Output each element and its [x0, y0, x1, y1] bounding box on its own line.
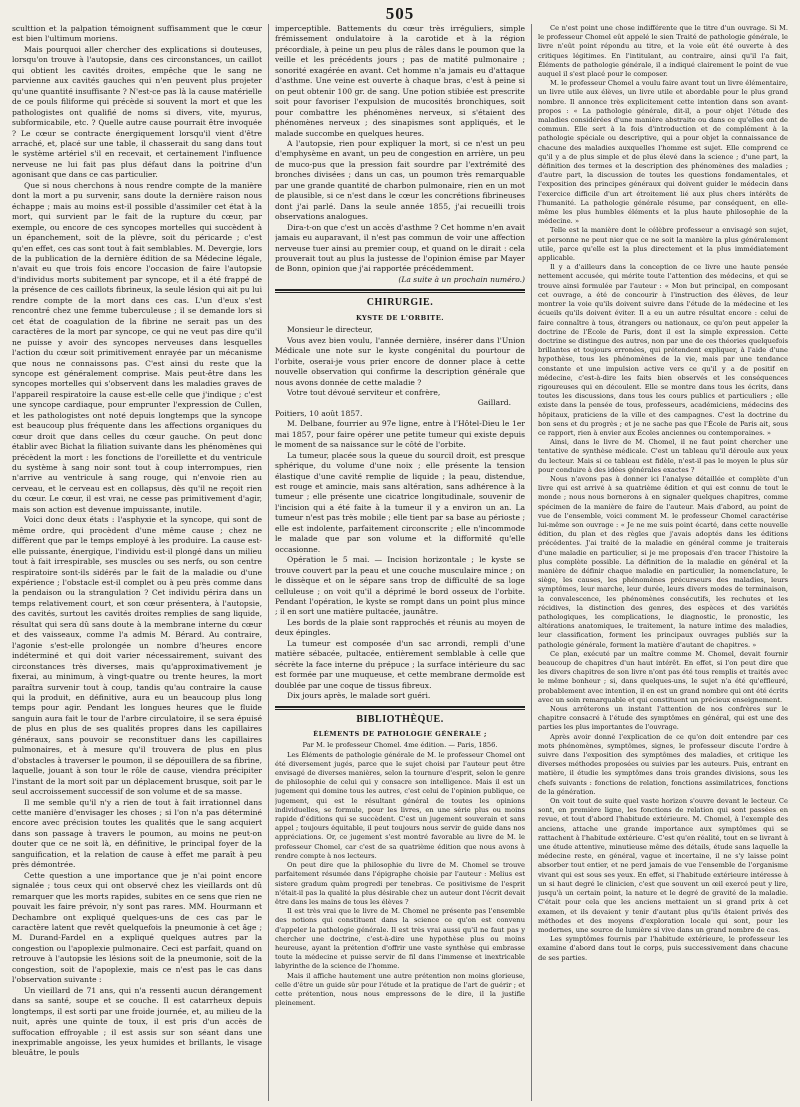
columns: [12, 24, 788, 1101]
paragraph: sculttion et la palpation témoignent suffisamment que le cœur est bien l'ultimum moriens.: [12, 24, 263, 44]
article-title-kyste: KYSTE DE L'ORBITE.: [355, 313, 445, 322]
signature: Gaillard.: [477, 398, 512, 408]
paragraph: On peut dire que la philosophie du livre de M. Chomel se trouve parfaitement résumée dans l'épigraphe choisie par l'auteur : Melius est sistere gradum quàm progredi per tenebras. Ce positivisme de l'esprit n'était-il pas la qualité la plus désirable chez un auteur dont l'écrit devait être dans les mains de tous les élèves ?: [275, 861, 526, 906]
paragraph: Les bords de la plaie sont rapprochés et réunis au moyen de deux épingles.: [275, 617, 526, 638]
continuation-note: (La suite à un prochain numéro.): [398, 274, 526, 284]
column-2: [275, 24, 525, 1101]
paragraph: Mais il affiche hautement une autre prétention non moins glorieuse, celle d'être un guide sûr pour l'étude et la pratique de l'art de guérir ; et cette prétention, nous nous empressons de le dire, il la justifie pleinement.: [275, 971, 526, 1008]
paragraph: A l'autopsie, rien pour expliquer la mort, si ce n'est un peu d'emphysème en avant, un peu de congestion en arrière, un peu de muco-pus que la pression fait sourdre par l'extrémité des bronches divisées ; dans un cas, un poumon très remarquable par une grande quantité de charbon pulmonaire, rien en un mot de plausible, si ce n'est dans le cœur les concrétions fibrineuses dont j'ai parlé. Dans la seule année 1855, j'ai recueilli trois observations analogues.: [275, 138, 526, 222]
section-rule: [275, 289, 525, 293]
review-title: ÉLÉMENTS DE PATHOLOGIE GÉNÉRALE ;: [313, 730, 487, 738]
paragraph: Un vieillard de 71 ans, qui n'a ressenti aucun dérangement dans sa santé, soupe et se couche. Il est catarrheux depuis longtemps, il est sorti par une froide journée, et, au milieu de la nuit, après une quinte de toux, il est pris d'un accès de suffocation effroyable ; il est assis sur son séant dans une inexprimable angoisse, les yeux humides et brillants, le visage bleuâtre, le pouls: [12, 985, 263, 1058]
column-3: [538, 24, 788, 1101]
paragraph: Dix jours après, le malade sort guéri.: [287, 691, 431, 701]
paragraph: Les symptômes fournis par l'habitude extérieure, le professeur les examine d'abord dans tout le corps, puis successivement dans chacune de ses parties.: [538, 935, 789, 962]
section-title-bibliotheque: BIBLIOTHÈQUE.: [356, 713, 444, 725]
review-byline: Par M. le professeur Chomel. 4me édition. — Paris, 1856.: [302, 741, 498, 750]
column-divider: [531, 24, 532, 1101]
paragraph: Dira-t-on que c'est un accès d'asthme ? Cet homme n'en avait jamais eu auparavant, il n'est pas commun de voir une affection nerveuse tuer ainsi au premier coup, et quand on le dirait : cela prouverait tout au plus la justesse de l'opinion émise par Mayer de Bonn, opinion que j'ai rapportée précédemment.: [275, 222, 526, 274]
paragraph: On voit tout de suite quel vaste horizon s'ouvre devant le lecteur. Ce sont, en première ligne, les fonctions de relation qui sont passées en revue, et tout d'abord l'habitude extérieure. M. Chomel, à l'exemple des anciens, attache une grande importance aux symptômes qui se rattachent à l'habitude extérieure. C'est qu'en réalité, tout en se livrant à une étude attentive, minutieuse même des détails, étude sans laquelle la médecine reste, en général, vague et incertaine, il ne s'y laisse point absorber tout entier, et ne perd jamais de vue l'ensemble de l'organisme vivant qui est sous ses yeux. En effet, si l'habitude extérieure intéresse à un si haut degré le clinicien, c'est que souvent un œil exercé peut y lire, jusqu'à un certain point, la nature et le degré de gravité de la maladie. C'était pour cela que les anciens mettaient un si grand prix à cet examen, et ils devaient y tenir d'autant plus qu'ils étaient privés des méthodes et des moyens d'exploration locale qui sont, pour les modernes, une source de lumière si vive dans un grand nombre de cas.: [538, 797, 789, 934]
paragraph: Opération le 5 mai. — Incision horizontale ; le kyste se trouve couvert par la peau et une couche musculaire mince ; on le dissèque et on le sépare sans trop de difficulté de sa loge celluleuse ; on voit qu'il a déprimé le bord osseux de l'orbite. Pendant l'opération, le kyste se rompt dans un point plus mince ; il en sort une matière pultacée, jaunâtre.: [275, 555, 526, 617]
paragraph: Que si nous cherchons à nous rendre compte de la manière dont la mort a pu survenir, sans doute la dernière raison nous échappe ; mais au moins est-il possible d'assimiler cet état à la mort, qui survient par le fait de la rupture du cœur, par exemple, ou encore de ces syncopes mortelles qui succèdent à un épanchement, soit de la plèvre, soit du péricarde ; c'est qu'en effet, ces cas sont tout à fait semblables. M. Devergie, lors de la publication de la dernière édition de sa Médecine légale, n'avait eu que trois fois encore l'occasion de faire l'autopsie d'individus morts subitement par syncope, et il a été frappé de la présence de ces caillots fibrineux, la seule lésion qui ait pu lui rendre compte de la mort dans ces cas. L'un d'eux s'est rencontré chez une femme tuberculeuse ; il se demande lors si cet état de coagulation de la fibrine ne serait pas un des caractères de la mort par syncope, ce qui ne veut pas dire qu'il ne puisse y avoir des syncopes nerveuses dans lesquelles l'action du cœur soit primitivement enrayée par un mécanisme que nous ne connaissons pas. C'est ainsi du reste que la syncope est généralement comprise. Mais peut-être dans les syncopes mortelles qui s'observent dans les maladies graves de l'appareil respiratoire la cause est-elle celle que j'indique ; c'est une syncope cardiaque, pour emprunter l'expression de Cullen, et les pathologistes ont noté depuis longtemps que la syncope est beaucoup plus fréquente dans les affections organiques du cœur droit que dans celles du cœur gauche. On peut donc établir avec Bichat la filiation suivante dans les phénomènes qui précèdent la mort : les fonctions de l'oreillette et du ventricule du système à sang noir sont tout à coup interrompues, rien n'arrive au ventricule à sang rouge, qui n'envoie rien au cerveau, et le cerveau est en collapsus, dès qu'il ne reçoit rien du cœur. Le cœur, il est vrai, ne cesse pas primitivement d'agir, mais son action est devenue impuissante, inutile.: [12, 180, 263, 514]
section-rule: [275, 706, 525, 710]
section-title-chirurgie: CHIRURGIE.: [366, 297, 434, 309]
paragraph: Il y a d'ailleurs dans la conception de ce livre une haute pensée nettement accusée, qui mérite toute l'attention des médecins, et qui se trouve ainsi formulée par l'auteur : « Mon but principal, en composant cet ouvrage, a été de concourir à l'instruction des élèves, de leur montrer la voie qu'ils doivent suivre dans l'étude de la médecine et les écueils qu'ils doivent éviter. Il a eu un autre résultat encore : celui de faire connaître à tous, étrangers ou nationaux, ce qu'on peut appeler la doctrine de l'École de Paris, dont il est la simple expression. Cette doctrine se distingue des autres, non par une de ces théories quelquefois brillantes et toujours erronées, qui prétendent expliquer, à l'aide d'une hypothèse, tous les phénomènes de la vie, mais par une tendance constante et une impulsion active vers ce qu'il y a de positif en médecine, c'est-à-dire les faits bien observés et les conséquences rigoureuses qui en découlent. Elle se montre dans tous les écrits, dans toutes les discussions, dans tous les cours publics et particuliers ; elle existe dans la pensée de tous, professeurs, académiciens, médecins des hôpitaux, praticiens de la ville et des campagnes. C'est la doctrine du bon sens et du progrès ; et je ne sache pas que l'École de Paris ait, sous ce rapport, rien à envier aux Écoles anciennes ou contemporaines. »: [538, 263, 789, 437]
column-1: [12, 24, 262, 1101]
paragraph: imperceptible. Battements du cœur très irréguliers, simple frémissement ondulatoire à la carotide et à la région précordiale, à peine un peu plus de râles dans le poumon que la veille et les précédents jours ; pas de matité pulmonaire ; sonorité exagérée en avant. Cet homme n'a jamais eu d'attaque d'asthme. Une veine est ouverte à chaque bras, c'est à peine si on peut obtenir 100 gr. de sang. Une potion stibiée est prescrite soit pour favoriser l'expulsion de mucosités bronchiques, soit pour combattre les phénomènes nerveux, si s'étaient des phénomènes nerveux ; des sinapismes sont appliqués, et le malade succombe en quelques heures.: [275, 24, 526, 138]
paragraph: La tumeur est composée d'un sac arrondi, rempli d'une matière sébacée, pultacée, entièrement semblable à celle que sécrète la face interne du prépuce ; la surface intérieure du sac est formée par une muqueuse, et cette membrane dermoïde est doublée par une coque de tissus fibreux.: [275, 638, 526, 690]
paragraph: Telle est la manière dont le célèbre professeur a envisagé son sujet, et personne ne peut nier que ce ne soit la manière la plus généralement utile, parce qu'elle est la plus directement et la plus immédiatement applicable.: [538, 226, 789, 263]
dateline: Poitiers, 10 août 1857.: [275, 408, 363, 418]
paragraph: Voici donc deux états : l'asphyxie et la syncope, qui sont de même ordre, qui procèdent d'une même cause ; chez ne diffèrent que par le temps employé à les produire. La cause est-elle puissante, énergique, l'individu est-il plongé dans un milieu tout à fait irrespirable, ses muscles ou ses nerfs, ou son centre respiratoire sont-ils sidérés par le fait de la maladie ou d'une expérience ; l'obstacle est-il complet ou à peu près comme dans la pendaison ou la strangulation ? Cet individu périra dans un temps relativement court, et son cœur présentera, à l'autopsie, des cavités, surtout les cavités droites remplies de sang liquide, résultat qui sera dû sans doute à la membrane interne du cœur et des vaisseaux, comme l'a admis M. Bérard. Au contraire, l'agonie s'est-elle prolongée un nombre d'heures encore indéterminé et qui doit varier nécessairement, suivant des circonstances très diverses, mais qu'approximativement je fixerai, au minimum, à vingt-quatre ou trente heures, la mort paraîtra survenir tout à coup, tandis qu'au contraire la cause qui la produit, en définitive, aura eu un beaucoup plus long temps pour agir. Pendant les longues heures que le fluide sanguin aura fait le tour de l'arbre circulatoire, il se sera épuisé de plus en plus de ses qualités propres dans les capillaires généraux, sans pouvoir se reconstituer dans les capillaires pulmonaires, et à mesure qu'il trouvera de plus en plus d'obstacles à traverser le poumon, il se dépouillera de sa fibrine, laquelle, jouant à son tour le rôle de cause, viendra précipiter l'instant de la mort soit par un déplacement brusque, soit par le seul accroissement successif de son volume et de sa masse.: [12, 515, 263, 797]
paragraph: Les Éléments de pathologie générale de M. le professeur Chomel ont été diversement jugés, parce que le sujet choisi par l'auteur peut être envisagé de diverses manières, selon la tournure d'esprit, selon le genre de philosophie de celui qui y consacre son intelligence. Mais il est un jugement qui domine tous les autres, c'est celui de l'opinion publique, ce jugement, qui est le résultant général de toutes les opinions individuelles, se formule, pour les livres, en une série plus ou moins rapide d'éditions qui se succèdent. C'est un jugement souverain et sans appel ; toujours équitable, il peut toujours nous servir de guide dans nos appréciations. Or, ce jugement s'est montré favorable au livre de M. le professeur Chomel, car c'est de sa quatrième édition que nous avons à rendre compte à nos lecteurs.: [275, 750, 526, 860]
paragraph: Vous avez bien voulu, l'année dernière, insérer dans l'Union Médicale une note sur le kyste congénital du pourtour de l'orbite, oserai-je vous prier encore de donner place à cette nouvelle observation qui confirme la description générale que nous avons donnée de cette maladie ?: [275, 335, 526, 387]
paragraph: Il me semble qu'il n'y a rien de tout à fait irrationnel dans cette manière d'envisager les choses ; si l'on n'a pas déterminé encore avec précision toutes les qualités que le sang acquiert dans son passage à travers le poumon, au moins ne peut-on douter que ce ne soit là, en définitive, le principal foyer de la sanguification, et la relation de cause à effet me paraît à peu près démontrée.: [12, 797, 263, 870]
paragraph: Cette question a une importance que je n'ai point encore signalée ; tous ceux qui ont observé chez les vieillards ont dû remarquer que les morts rapides, subites en ce sens que rien ne pouvait les faire prévoir, n'y sont pas rares. MM. Hourmann et Dechambre ont expliqué quelques-uns de ces cas par le caractère latent que revêt quelquefois la pneumonie à cet âge ; M. Durand-Fardel en a expliqué quelques autres par la congestion ou l'apoplexie pulmonaire. Ceci est parfait, quand on retrouve à l'autopsie les lésions soit de la pneumonie, soit de la congestion, soit de l'apoplexie, mais ce n'est pas le cas dans l'observation suivante :: [12, 870, 263, 985]
page-number: 505: [385, 4, 415, 23]
paragraph: M. Delbane, fourrier au 97e ligne, entre à l'Hôtel-Dieu le 1er mai 1857, pour faire opérer une petite tumeur qui existe depuis le moment de sa naissance sur le côté de l'orbite.: [275, 419, 526, 450]
column-divider: [268, 24, 269, 1101]
paragraph: La tumeur, placée sous la queue du sourcil droit, est presque sphérique, du volume d'une noix ; elle présente la tension élastique d'une cavité remplie de liquide ; la peau, distendue, est rouge et amincie, mais sans altération, sans adhérence à la tumeur ; elle présente une cicatrice longitudinale, souvenir de l'incision qui a été faite à la tumeur il y a environ un an. La tumeur n'est pas très mobile ; elle tient par sa base au périoste ; elle est indolente, parfaitement circonscrite ; elle n'incommode le malade que par son volume et la difformité qu'elle occasionne.: [275, 450, 526, 554]
paragraph: Ainsi, dans le livre de M. Chomel, il ne faut point chercher une tentative de synthèse médicale. C'est un tableau qu'il déroule aux yeux du lecteur. Mais si ce tableau est fidèle, n'est-il pas le moyen le plus sûr pour conduire à des idées générales exactes ?: [538, 438, 789, 474]
paragraph: Il est très vrai que le livre de M. Chomel ne présente pas l'ensemble des notions qui constituent dans la science ce qu'on est convenu d'appeler la pathologie générale. Il est très vrai aussi qu'il ne faut pas y chercher une doctrine, c'est-à-dire une hypothèse plus ou moins heureuse, ayant la prétention d'offrir une vaste synthèse qui embrasse toute la médecine et puisse servir de fil dans l'immense et inextricable labyrinthe de la science de l'homme.: [275, 907, 526, 971]
paragraph: Mais pourquoi aller chercher des explications si douteuses, lorsqu'on trouve à l'autopsie, dans ces circonstances, un caillot qui obtient les cavités droites, empêche que le sang ne parvienne aux cavités gauches qui n'en peuvent plus projeter qu'une quantité insuffisante ? N'est-ce pas là la cause matérielle de ce pouls filiforme qui précède si souvent la mort et que les pathologistes ont qualifié de noms si divers, vite, myurus, subformicabile, etc. ? Quelle autre cause pourrait être invoquée ? Le cœur se contracte énergiquement lorsqu'il vient d'être arraché, et, placé sur une table, il chasserait du sang dans tout le système artériel s'il en recevait, et certainement l'influence nerveuse ne lui fait pas plus défaut dans la poitrine d'un agonisant que dans ce cas particulier.: [12, 44, 263, 180]
paragraph: Nous arrêterons un instant l'attention de nos confrères sur le chapitre consacré à l'étude des symptômes en général, qui est une des parties les plus importantes de l'ouvrage.: [538, 705, 789, 732]
letter-salutation: Monsieur le directeur,: [287, 325, 373, 335]
paragraph: Nous n'avons pas à donner ici l'analyse détaillée et complète d'un livre qui est arrivé à sa quatrième édition et qui est connu de tout le monde ; nous nous bornerons à en signaler quelques chapitres, comme spécimen de la manière de faire de l'auteur. Mais d'abord, au point de vue de l'ensemble, voici comment M. le professeur Chomel caractérise lui-même son ouvrage : « Je ne me suis point écarté, dans cette nouvelle édition, du plan et des règles que j'avais adoptés dans les éditions précédentes. J'ai traité de la maladie en général comme je traiterais d'une maladie en particulier, si je me proposais d'en tracer l'histoire la plus complète possible. La définition de la maladie en général et la manière de définir chaque maladie en particulier, la nomenclature, le siège, les causes, les phénomènes précurseurs des maladies, leurs symptômes, leur marche, leur durée, leurs divers modes de terminaison, la convalescence, les phénomènes consécutifs, les rechutes et les récidives, la distinction des genres, des espèces et des variétés pathologiques, les complications, le diagnostic, le pronostic, les altérations anatomiques, le traitement, la nature intime des maladies, leur classification, forment les principaux ouvrages publiés sur la pathologie générale, forment la matière d'autant de chapitres. »: [538, 474, 789, 649]
letter-closing: Votre tout dévoué serviteur et confrère,: [287, 387, 441, 397]
paragraph: Ce n'est point une chose indifférente que le titre d'un ouvrage. Si M. le professeur Chomel eût appelé le sien Traité de pathologie générale, le livre n'eût point répondu au titre, et la voie eût été ouverte à des critiques légitimes. En l'intitulant, au contraire, ainsi qu'il l'a fait, Éléments de pathologie générale, il a indiqué clairement le point de vue auquel il s'est placé pour le composer.: [538, 24, 789, 79]
paragraph: Ce plan, exécuté par un maître comme M. Chomel, devait fournir beaucoup de chapitres d'un haut intérêt. En effet, si l'on peut dire que les divers chapitres de son livre n'ont pas été tous remplis et traités avec le même bonheur ; si, dans quelques-uns, le sujet n'a été qu'effleuré, probablement avec intention, il en est un grand nombre qui ont été écrits avec un soin remarquable et qui constituent un précieux enseignement.: [538, 649, 789, 704]
paragraph: Après avoir donné l'explication de ce qu'on doit entendre par ces mots phénomènes, symptômes, signes, le professeur discute l'ordre à suivre dans l'exposition des symptômes des maladies, et critique les diverses méthodes proposées ou suivies par les auteurs. Puis, entrant en matière, il étudie les symptômes dans trois grandes divisions, sous les chefs suivants : fonctions de relation, fonctions assimilatrices, fonctions de la génération.: [538, 732, 789, 796]
paragraph: M. le professeur Chomel a voulu faire avant tout un livre élémentaire, un livre utile aux élèves, un livre utile et abordable pour le plus grand nombre. Il annonce très explicitement cette intention dans son avant-propos : « La pathologie générale, dit-il, a pour objet l'étude des maladies considérées d'une manière abstraite ou dans ce qu'elles ont de commun. Elle sert à la fois d'introduction et de complément à la pathologie spéciale ou descriptive, qui a pour objet la connaissance de chacune des maladies auxquelles l'homme est sujet. Elle comprend ce qu'il y a de plus simple et de plus élevé dans la science ; d'une part, la définition des termes et la description des phénomènes des maladies ; d'autre part, la discussion de toutes les questions fondamentales, et l'exposition des principes généraux qui doivent guider le médecin dans l'exercice difficile d'un art étroitement lié aux plus chers intérêts de l'humanité. La pathologie générale résume, par conséquent, en elle-même les plus humbles éléments et la plus haute philosophie de la médecine. »: [538, 79, 789, 226]
